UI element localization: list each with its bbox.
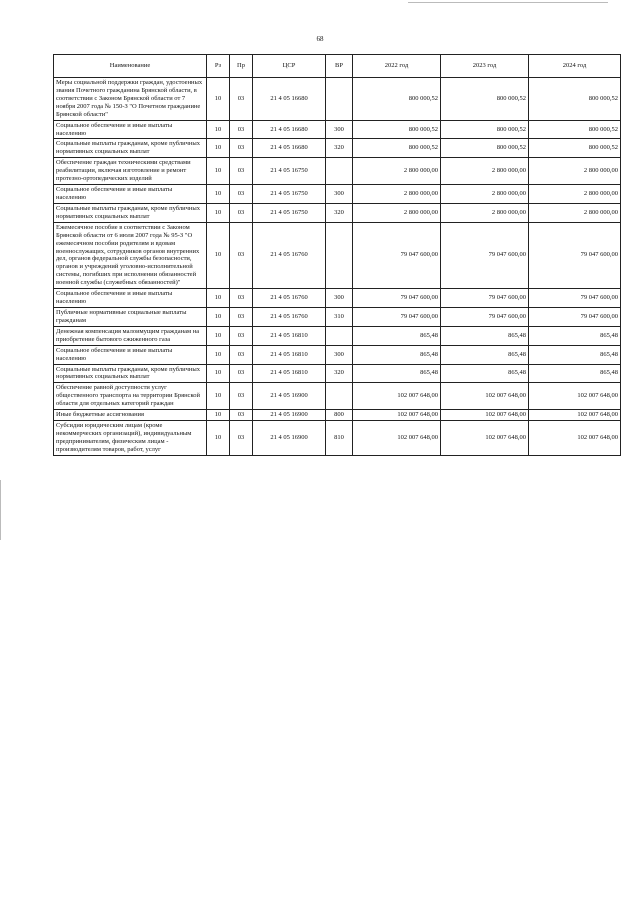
row-vr (326, 383, 353, 410)
row-csr: 21 4 05 16900 (253, 383, 326, 410)
table-row (54, 364, 621, 383)
row-name: Обеспечение равной доступности услуг общественного транспорта на территории Брянской области для отдельных категорий граждан (54, 383, 207, 410)
row-2022: 102 007 648,00 (353, 410, 441, 421)
header-2024: 2024 год (529, 55, 621, 78)
row-vr: 800 (326, 410, 353, 421)
row-rz: 10 (207, 289, 230, 308)
row-vr (326, 222, 353, 288)
row-rz: 10 (207, 383, 230, 410)
header-name: Наименование (54, 55, 207, 78)
row-csr: 21 4 05 16810 (253, 364, 326, 383)
header-2022: 2022 год (353, 55, 441, 78)
row-2022: 800 000,52 (353, 120, 441, 139)
row-name: Социальное обеспечение и иные выплаты населению (54, 185, 207, 204)
row-2024: 102 007 648,00 (529, 383, 621, 410)
table-row (54, 289, 621, 308)
row-vr: 300 (326, 185, 353, 204)
row-name: Социальное обеспечение и иные выплаты населению (54, 289, 207, 308)
row-name: Публичные нормативные социальные выплаты гражданам (54, 307, 207, 326)
table-row (54, 78, 621, 121)
row-2022: 800 000,52 (353, 78, 441, 121)
row-vr (326, 158, 353, 185)
row-2023: 2 800 000,00 (441, 203, 529, 222)
row-name: Денежная компенсация малоимущим гражданам на приобретение бытового сжиженного газа (54, 326, 207, 345)
row-rz: 10 (207, 185, 230, 204)
row-rz: 10 (207, 78, 230, 121)
row-2023: 102 007 648,00 (441, 410, 529, 421)
row-2024: 2 800 000,00 (529, 185, 621, 204)
header-rz: Рз (207, 55, 230, 78)
row-rz: 10 (207, 364, 230, 383)
table-row (54, 307, 621, 326)
table-row (54, 139, 621, 158)
row-pr: 03 (230, 307, 253, 326)
row-csr: 21 4 05 16760 (253, 222, 326, 288)
row-rz: 10 (207, 222, 230, 288)
row-name: Социальное обеспечение и иные выплаты населению (54, 345, 207, 364)
row-2022: 2 800 000,00 (353, 185, 441, 204)
row-vr: 310 (326, 307, 353, 326)
row-rz: 10 (207, 139, 230, 158)
row-pr: 03 (230, 185, 253, 204)
table-row (54, 326, 621, 345)
row-rz: 10 (207, 421, 230, 456)
row-2022: 865,48 (353, 364, 441, 383)
row-rz: 10 (207, 345, 230, 364)
header-pr: Пр (230, 55, 253, 78)
table-row (54, 345, 621, 364)
row-2022: 2 800 000,00 (353, 158, 441, 185)
row-pr: 03 (230, 383, 253, 410)
row-name: Ежемесячное пособие в соответствии с Законом Брянской области от 6 июля 2007 года № 95-З "О ежемесячном пособии родителям и вдовам военнослужащих, сотрудников органов внутренних дел, органов федеральной службы безопасности, органов и учреждений уголовно-исполнительной системы, погибших при исполнении обязанностей военной службы (служебных обязанностей)" (54, 222, 207, 288)
row-pr: 03 (230, 364, 253, 383)
row-2024: 79 047 600,00 (529, 289, 621, 308)
row-vr: 320 (326, 364, 353, 383)
row-rz: 10 (207, 203, 230, 222)
row-pr: 03 (230, 120, 253, 139)
row-vr: 320 (326, 139, 353, 158)
row-2024: 79 047 600,00 (529, 307, 621, 326)
row-csr: 21 4 05 16680 (253, 78, 326, 121)
table-row (54, 410, 621, 421)
row-rz: 10 (207, 307, 230, 326)
row-pr: 03 (230, 158, 253, 185)
row-csr: 21 4 05 16680 (253, 120, 326, 139)
row-csr: 21 4 05 16750 (253, 185, 326, 204)
row-name: Иные бюджетные ассигнования (54, 410, 207, 421)
row-2024: 102 007 648,00 (529, 421, 621, 456)
row-pr: 03 (230, 203, 253, 222)
header-2023: 2023 год (441, 55, 529, 78)
table-row (54, 222, 621, 288)
row-rz: 10 (207, 120, 230, 139)
row-2024: 865,48 (529, 364, 621, 383)
row-pr: 03 (230, 289, 253, 308)
table-row (54, 158, 621, 185)
row-2023: 102 007 648,00 (441, 383, 529, 410)
header-vr: ВР (326, 55, 353, 78)
row-2022: 79 047 600,00 (353, 307, 441, 326)
row-vr: 300 (326, 120, 353, 139)
row-2023: 865,48 (441, 345, 529, 364)
row-vr: 810 (326, 421, 353, 456)
scan-mark-left (0, 480, 1, 540)
row-name: Меры социальной поддержки граждан, удостоенных звания Почетного гражданина Брянской области, в соответствии с Законом Брянской области от 7 ноября 2007 года № 150-З "О Почетном гражданине Брянской области" (54, 78, 207, 121)
row-name: Социальное обеспечение и иные выплаты населению (54, 120, 207, 139)
row-2023: 2 800 000,00 (441, 185, 529, 204)
table-row (54, 421, 621, 456)
page-number: 68 (316, 35, 324, 43)
budget-table (53, 54, 621, 456)
row-pr: 03 (230, 410, 253, 421)
row-csr: 21 4 05 16900 (253, 421, 326, 456)
row-csr: 21 4 05 16760 (253, 289, 326, 308)
header-csr: ЦСР (253, 55, 326, 78)
row-2022: 865,48 (353, 326, 441, 345)
row-csr: 21 4 05 16750 (253, 203, 326, 222)
row-name: Социальные выплаты гражданам, кроме публичных нормативных социальных выплат (54, 139, 207, 158)
row-csr: 21 4 05 16900 (253, 410, 326, 421)
row-vr (326, 326, 353, 345)
row-2023: 79 047 600,00 (441, 222, 529, 288)
row-csr: 21 4 05 16760 (253, 307, 326, 326)
row-2023: 865,48 (441, 364, 529, 383)
row-2023: 2 800 000,00 (441, 158, 529, 185)
row-2023: 800 000,52 (441, 120, 529, 139)
row-2024: 102 007 648,00 (529, 410, 621, 421)
row-rz: 10 (207, 326, 230, 345)
table-row (54, 383, 621, 410)
row-2022: 800 000,52 (353, 139, 441, 158)
row-vr: 320 (326, 203, 353, 222)
row-2022: 79 047 600,00 (353, 289, 441, 308)
row-csr: 21 4 05 16680 (253, 139, 326, 158)
row-pr: 03 (230, 222, 253, 288)
row-csr: 21 4 05 16810 (253, 345, 326, 364)
row-csr: 21 4 05 16750 (253, 158, 326, 185)
row-vr (326, 78, 353, 121)
row-rz: 10 (207, 410, 230, 421)
row-2023: 800 000,52 (441, 78, 529, 121)
row-2024: 865,48 (529, 345, 621, 364)
row-2024: 79 047 600,00 (529, 222, 621, 288)
row-rz: 10 (207, 158, 230, 185)
row-pr: 03 (230, 326, 253, 345)
row-pr: 03 (230, 78, 253, 121)
row-2024: 865,48 (529, 326, 621, 345)
row-name: Социальные выплаты гражданам, кроме публичных нормативных социальных выплат (54, 203, 207, 222)
row-csr: 21 4 05 16810 (253, 326, 326, 345)
row-2024: 2 800 000,00 (529, 158, 621, 185)
row-name: Социальные выплаты гражданам, кроме публичных нормативных социальных выплат (54, 364, 207, 383)
table-header-row (54, 55, 621, 78)
table-row (54, 120, 621, 139)
row-2024: 800 000,52 (529, 139, 621, 158)
row-2023: 79 047 600,00 (441, 289, 529, 308)
row-2022: 865,48 (353, 345, 441, 364)
row-vr: 300 (326, 289, 353, 308)
row-pr: 03 (230, 139, 253, 158)
row-2024: 800 000,52 (529, 120, 621, 139)
row-2023: 800 000,52 (441, 139, 529, 158)
row-2022: 102 007 648,00 (353, 421, 441, 456)
row-2024: 2 800 000,00 (529, 203, 621, 222)
row-2024: 800 000,52 (529, 78, 621, 121)
row-2022: 2 800 000,00 (353, 203, 441, 222)
row-pr: 03 (230, 421, 253, 456)
row-2023: 102 007 648,00 (441, 421, 529, 456)
row-2022: 102 007 648,00 (353, 383, 441, 410)
table-row (54, 203, 621, 222)
row-vr: 300 (326, 345, 353, 364)
row-2023: 865,48 (441, 326, 529, 345)
scan-mark-top (408, 2, 608, 3)
row-2023: 79 047 600,00 (441, 307, 529, 326)
table-row (54, 185, 621, 204)
row-2022: 79 047 600,00 (353, 222, 441, 288)
row-name: Обеспечение граждан техническими средствами реабилитации, включая изготовление и ремонт протезно-ортопедических изделий (54, 158, 207, 185)
row-name: Субсидии юридическим лицам (кроме некоммерческих организаций), индивидуальным предпринимателям, физическим лицам - производителям товаров, работ, услуг (54, 421, 207, 456)
row-pr: 03 (230, 345, 253, 364)
